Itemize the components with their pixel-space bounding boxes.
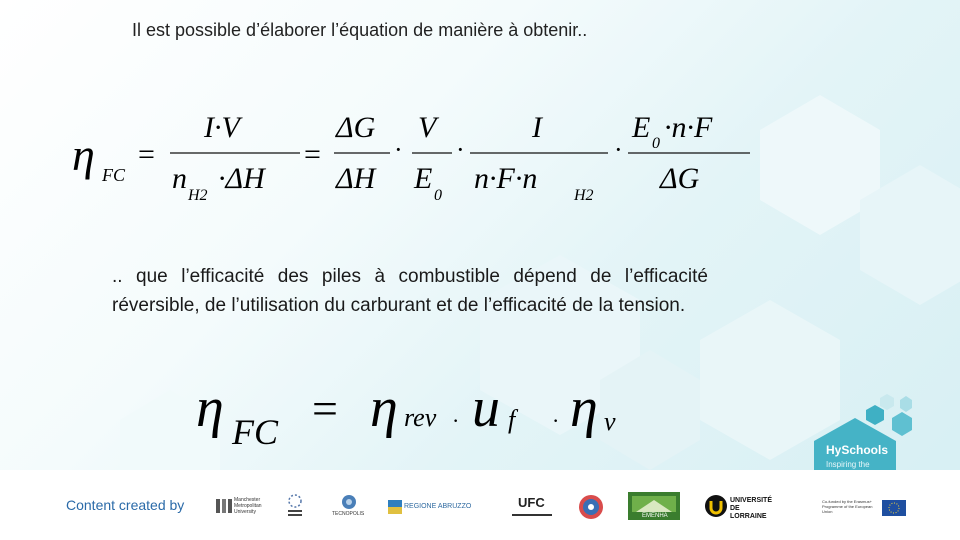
eq1-frac5-num-sub: 0 <box>652 135 660 152</box>
logo-tecnopolis <box>330 492 368 518</box>
logo-green <box>628 492 680 520</box>
eq1-frac3-num: V <box>418 111 437 144</box>
eq1-dot-2: · <box>456 135 465 164</box>
slide-title: Il est possible d’élaborer l’équation de manière à obtenir.. <box>132 20 588 40</box>
eq1-eta-sub: FC <box>102 165 126 185</box>
eq1-frac5-num-tail: ·n·F <box>664 111 713 144</box>
eq2-eta-rev: η <box>370 380 398 439</box>
eq2-v-sub: v <box>604 407 616 436</box>
eq1-frac5-den: ΔG <box>660 162 700 195</box>
eq2-equals: = <box>312 383 338 434</box>
hyschools-title: HySchools <box>826 443 889 457</box>
logo-manchester-metropolitan <box>214 496 270 516</box>
eq1-eta: η <box>72 129 95 180</box>
eq2-eta-sub: FC <box>232 412 279 452</box>
logo-fondazione <box>282 492 308 520</box>
eq1-frac1-den: n <box>172 162 187 195</box>
eq1-frac3-den-sub: 0 <box>434 187 442 204</box>
eq2-dot-2: · <box>552 408 560 433</box>
eq1-frac5-num: E <box>632 111 651 144</box>
equation-efficiency-expanded <box>68 100 768 210</box>
eq1-frac2-num: ΔG <box>336 111 376 144</box>
logo-lorraine-text: UNIVERSITÉ DE LORRAINE <box>730 497 773 520</box>
equation-efficiency-product <box>190 380 650 460</box>
eq1-dot-3: · <box>614 135 623 164</box>
eq1-frac4-den: n·F·n <box>474 162 538 195</box>
eq2-eta: η <box>196 380 224 439</box>
logo-green-text: EMENHA <box>642 513 668 519</box>
hyschools-subtitle: Inspiring the <box>826 460 870 469</box>
eu-text: Co-funded by the Erasmus+ Programme of the European Union <box>822 499 873 514</box>
eq1-frac1-den-tail: ·ΔH <box>218 162 265 195</box>
eq1-frac2-den: ΔH <box>336 162 376 195</box>
eq2-rev-sub: rev <box>404 403 437 432</box>
eq1-frac1-num: I·V <box>204 111 240 144</box>
logo-tecnopolis-text: TECNOPOLIS <box>332 511 365 517</box>
eq1-frac3-den: E <box>414 162 433 195</box>
logo-ufc <box>512 494 552 518</box>
eq1-frac4-num: I <box>532 111 542 144</box>
eq2-u-sub: f <box>508 405 516 434</box>
eq1-equals-2: = <box>304 138 321 171</box>
eq2-eta-v: η <box>570 380 598 439</box>
logo-regione-abruzzo <box>388 500 488 516</box>
eq1-frac4-den-sub: H2 <box>574 187 594 204</box>
content-credit: Content created by <box>66 497 185 513</box>
eq1-dot-1: · <box>394 135 403 164</box>
logo-round <box>578 494 604 520</box>
eq1-frac1-den-sub: H2 <box>188 187 208 204</box>
logo-manchester-text: Manchester Metropolitan University <box>234 497 262 515</box>
logo-regione-text: REGIONE ABRUZZO <box>404 503 472 510</box>
explanation-paragraph: .. que l’efficacité des piles à combustible dépend de l’efficacité réversible, de l’utilisation du carburant et de l’efficacité de la tension. <box>112 266 708 316</box>
logo-eu-erasmus <box>822 498 908 518</box>
eq2-dot-1: · <box>452 408 460 433</box>
logo-ufc-text: UFC <box>518 495 545 510</box>
eq1-equals-1: = <box>138 138 155 171</box>
eq2-u: u <box>472 380 500 439</box>
logo-universite-lorraine <box>704 494 774 520</box>
